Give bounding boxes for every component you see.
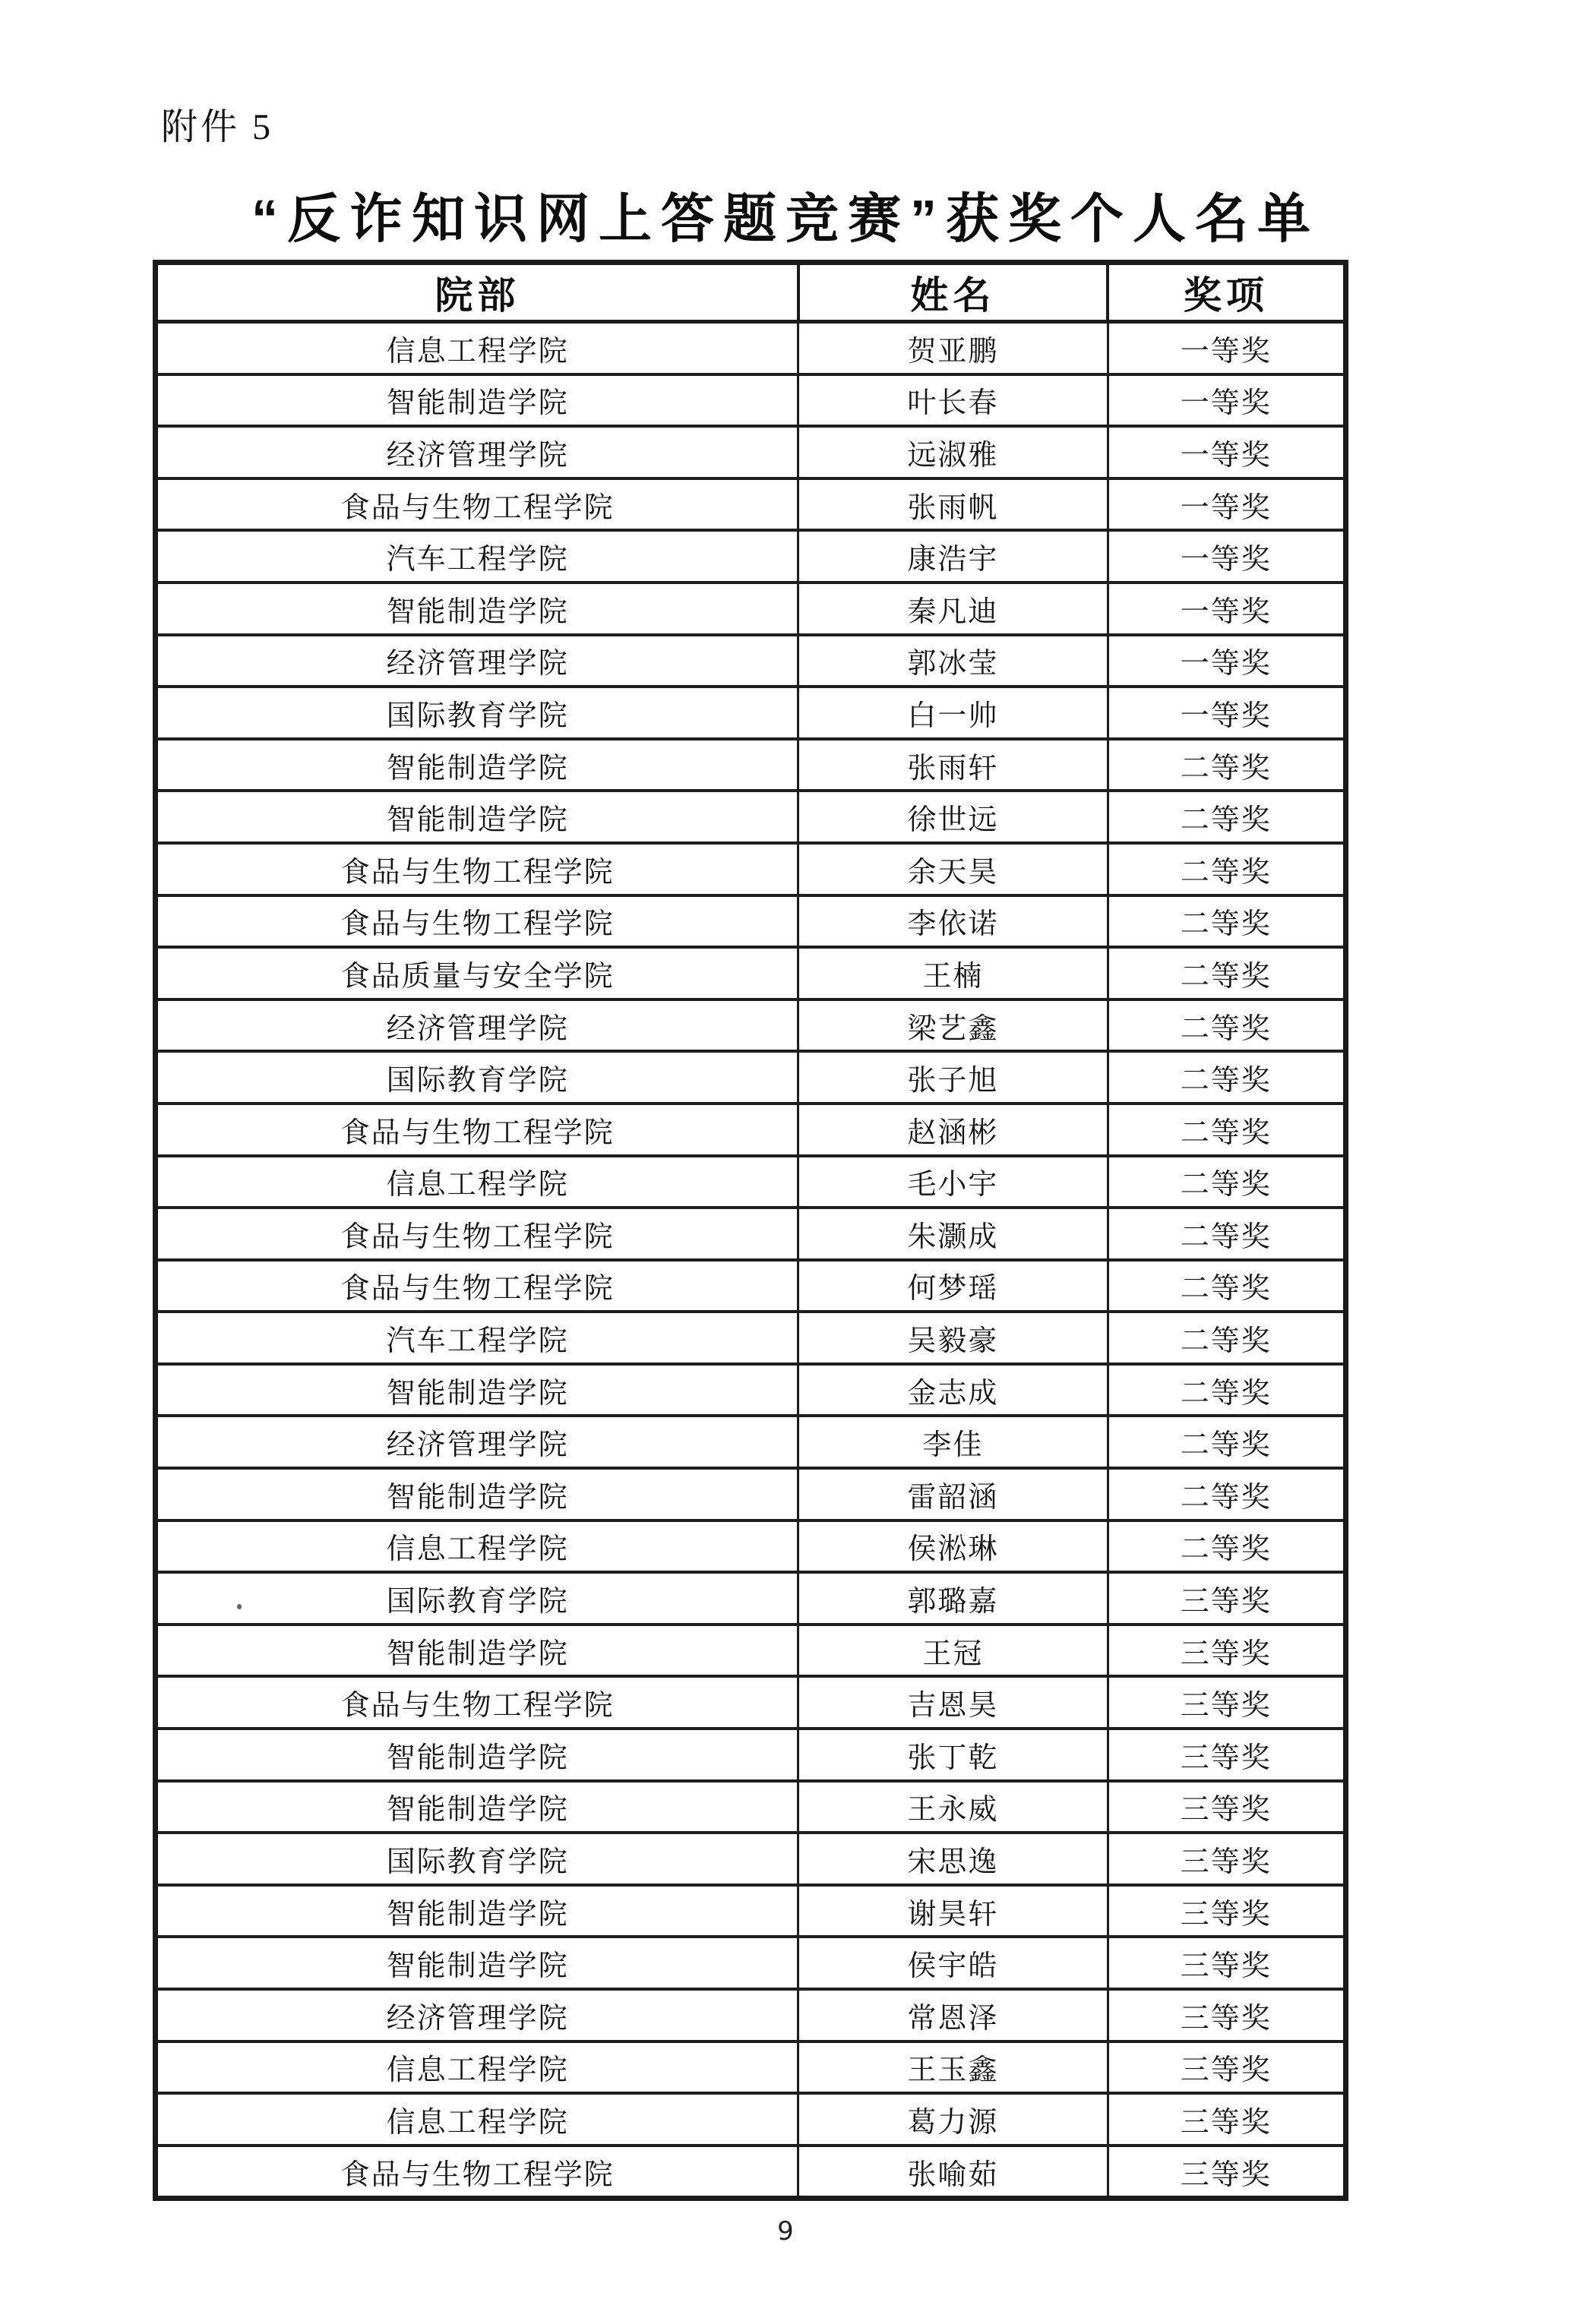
table-row bbox=[156, 843, 1346, 895]
department-cell: 食品与生物工程学院 bbox=[156, 895, 798, 948]
table-row bbox=[156, 478, 1346, 531]
table-row bbox=[156, 1625, 1346, 1677]
award-cell: 一等奖 bbox=[1108, 687, 1345, 739]
department-cell: 经济管理学院 bbox=[156, 635, 798, 687]
name-cell: 张喻茹 bbox=[798, 2146, 1108, 2199]
table-row bbox=[156, 1729, 1346, 1781]
award-cell: 三等奖 bbox=[1108, 1989, 1345, 2041]
table-row bbox=[156, 1989, 1346, 2041]
name-cell: 李依诺 bbox=[798, 895, 1108, 948]
name-cell: 余天昊 bbox=[798, 843, 1108, 895]
award-cell: 三等奖 bbox=[1108, 1729, 1345, 1781]
name-cell: 朱灏成 bbox=[798, 1208, 1108, 1260]
department-cell: 信息工程学院 bbox=[156, 1156, 798, 1208]
award-cell: 二等奖 bbox=[1108, 999, 1345, 1052]
department-cell: 智能制造学院 bbox=[156, 1885, 798, 1937]
name-cell: 张雨轩 bbox=[798, 739, 1108, 791]
col-header-department: 院部 bbox=[156, 263, 798, 322]
award-cell: 二等奖 bbox=[1108, 1416, 1345, 1468]
name-cell: 白一帅 bbox=[798, 687, 1108, 739]
page-title: “反诈知识网上答题竞赛”获奖个人名单 bbox=[251, 189, 1320, 248]
table-row bbox=[156, 1312, 1346, 1364]
table-row bbox=[156, 1468, 1346, 1520]
col-header-name: 姓名 bbox=[798, 263, 1108, 322]
table-row bbox=[156, 1156, 1346, 1208]
department-cell: 食品与生物工程学院 bbox=[156, 843, 798, 895]
name-cell: 吴毅豪 bbox=[798, 1312, 1108, 1364]
department-cell: 信息工程学院 bbox=[156, 2093, 798, 2146]
department-cell: 经济管理学院 bbox=[156, 1416, 798, 1468]
department-cell: 智能制造学院 bbox=[156, 791, 798, 843]
table-row bbox=[156, 1364, 1346, 1416]
department-cell: 经济管理学院 bbox=[156, 999, 798, 1052]
page-number: 9 bbox=[777, 2216, 794, 2247]
award-cell: 二等奖 bbox=[1108, 1156, 1345, 1208]
department-cell: 食品质量与安全学院 bbox=[156, 947, 798, 999]
department-cell: 智能制造学院 bbox=[156, 1729, 798, 1781]
name-cell: 远淑雅 bbox=[798, 426, 1108, 478]
table-row bbox=[156, 530, 1346, 583]
table-row bbox=[156, 2093, 1346, 2146]
table-row bbox=[156, 1104, 1346, 1156]
name-cell: 郭璐嘉 bbox=[798, 1572, 1108, 1625]
col-header-award: 奖项 bbox=[1108, 263, 1345, 322]
table-header-row bbox=[156, 263, 1346, 322]
name-cell: 王冠 bbox=[798, 1625, 1108, 1677]
table-row bbox=[156, 322, 1346, 374]
table-row bbox=[156, 739, 1346, 791]
award-cell: 二等奖 bbox=[1108, 791, 1345, 843]
award-cell: 一等奖 bbox=[1108, 426, 1345, 478]
award-cell: 三等奖 bbox=[1108, 1676, 1345, 1729]
name-cell: 秦凡迪 bbox=[798, 583, 1108, 635]
department-cell: 智能制造学院 bbox=[156, 583, 798, 635]
name-cell: 李佳 bbox=[798, 1416, 1108, 1468]
name-cell: 常恩泽 bbox=[798, 1989, 1108, 2041]
table-row bbox=[156, 1937, 1346, 1989]
award-cell: 三等奖 bbox=[1108, 2041, 1345, 2094]
department-cell: 汽车工程学院 bbox=[156, 1312, 798, 1364]
table-row bbox=[156, 999, 1346, 1052]
department-cell: 智能制造学院 bbox=[156, 1625, 798, 1677]
department-cell: 经济管理学院 bbox=[156, 1989, 798, 2041]
department-cell: 智能制造学院 bbox=[156, 374, 798, 427]
name-cell: 金志成 bbox=[798, 1364, 1108, 1416]
award-cell: 一等奖 bbox=[1108, 635, 1345, 687]
award-cell: 二等奖 bbox=[1108, 1312, 1345, 1364]
award-cell: 三等奖 bbox=[1108, 2093, 1345, 2146]
name-cell: 毛小宇 bbox=[798, 1156, 1108, 1208]
award-cell: 二等奖 bbox=[1108, 843, 1345, 895]
name-cell: 侯宇皓 bbox=[798, 1937, 1108, 1989]
department-cell: 智能制造学院 bbox=[156, 1937, 798, 1989]
department-cell: 汽车工程学院 bbox=[156, 530, 798, 583]
award-cell: 一等奖 bbox=[1108, 583, 1345, 635]
award-cell: 二等奖 bbox=[1108, 1468, 1345, 1520]
name-cell: 康浩宇 bbox=[798, 530, 1108, 583]
table-row bbox=[156, 1572, 1346, 1625]
table-row bbox=[156, 635, 1346, 687]
table-row bbox=[156, 583, 1346, 635]
award-cell: 一等奖 bbox=[1108, 478, 1345, 531]
name-cell: 王玉鑫 bbox=[798, 2041, 1108, 2094]
name-cell: 张雨帆 bbox=[798, 478, 1108, 531]
department-cell: 智能制造学院 bbox=[156, 1781, 798, 1833]
name-cell: 宋思逸 bbox=[798, 1833, 1108, 1885]
table-row bbox=[156, 791, 1346, 843]
award-cell: 三等奖 bbox=[1108, 2146, 1345, 2199]
award-cell: 二等奖 bbox=[1108, 947, 1345, 999]
department-cell: 国际教育学院 bbox=[156, 687, 798, 739]
table-row bbox=[156, 1676, 1346, 1729]
department-cell: 经济管理学院 bbox=[156, 426, 798, 478]
award-cell: 一等奖 bbox=[1108, 530, 1345, 583]
table-row bbox=[156, 1885, 1346, 1937]
award-cell: 一等奖 bbox=[1108, 374, 1345, 427]
table-row bbox=[156, 687, 1346, 739]
department-cell: 信息工程学院 bbox=[156, 1520, 798, 1573]
department-cell: 智能制造学院 bbox=[156, 739, 798, 791]
table-row bbox=[156, 1260, 1346, 1312]
table-row bbox=[156, 1781, 1346, 1833]
table-row bbox=[156, 947, 1346, 999]
award-cell: 三等奖 bbox=[1108, 1625, 1345, 1677]
department-cell: 食品与生物工程学院 bbox=[156, 1208, 798, 1260]
award-cell: 三等奖 bbox=[1108, 1937, 1345, 1989]
table-row bbox=[156, 426, 1346, 478]
table-row bbox=[156, 1833, 1346, 1885]
table-row bbox=[156, 2041, 1346, 2094]
table-row bbox=[156, 1520, 1346, 1573]
department-cell: 食品与生物工程学院 bbox=[156, 1260, 798, 1312]
name-cell: 谢昊轩 bbox=[798, 1885, 1108, 1937]
name-cell: 雷韶涵 bbox=[798, 1468, 1108, 1520]
department-cell: 信息工程学院 bbox=[156, 2041, 798, 2094]
name-cell: 梁艺鑫 bbox=[798, 999, 1108, 1052]
department-cell: 食品与生物工程学院 bbox=[156, 2146, 798, 2199]
table-row bbox=[156, 2146, 1346, 2199]
table-row bbox=[156, 1051, 1346, 1104]
name-cell: 叶长春 bbox=[798, 374, 1108, 427]
award-cell: 一等奖 bbox=[1108, 322, 1345, 374]
award-cell: 三等奖 bbox=[1108, 1885, 1345, 1937]
table-row bbox=[156, 1208, 1346, 1260]
name-cell: 侯淞琳 bbox=[798, 1520, 1108, 1573]
award-cell: 二等奖 bbox=[1108, 1051, 1345, 1104]
scan-speckle bbox=[237, 1604, 242, 1609]
department-cell: 食品与生物工程学院 bbox=[156, 478, 798, 531]
award-cell: 二等奖 bbox=[1108, 895, 1345, 948]
department-cell: 食品与生物工程学院 bbox=[156, 1104, 798, 1156]
name-cell: 葛力源 bbox=[798, 2093, 1108, 2146]
department-cell: 信息工程学院 bbox=[156, 322, 798, 374]
name-cell: 吉恩昊 bbox=[798, 1676, 1108, 1729]
department-cell: 智能制造学院 bbox=[156, 1468, 798, 1520]
award-cell: 二等奖 bbox=[1108, 1208, 1345, 1260]
award-cell: 三等奖 bbox=[1108, 1572, 1345, 1625]
awards-table bbox=[153, 260, 1348, 2201]
table-row bbox=[156, 374, 1346, 427]
award-cell: 三等奖 bbox=[1108, 1781, 1345, 1833]
name-cell: 徐世远 bbox=[798, 791, 1108, 843]
name-cell: 贺亚鹏 bbox=[798, 322, 1108, 374]
department-cell: 国际教育学院 bbox=[156, 1051, 798, 1104]
name-cell: 王楠 bbox=[798, 947, 1108, 999]
table-row bbox=[156, 1416, 1346, 1468]
award-cell: 二等奖 bbox=[1108, 1364, 1345, 1416]
department-cell: 智能制造学院 bbox=[156, 1364, 798, 1416]
award-cell: 三等奖 bbox=[1108, 1833, 1345, 1885]
award-cell: 二等奖 bbox=[1108, 1104, 1345, 1156]
award-cell: 二等奖 bbox=[1108, 1260, 1345, 1312]
award-cell: 二等奖 bbox=[1108, 1520, 1345, 1573]
name-cell: 赵涵彬 bbox=[798, 1104, 1108, 1156]
award-cell: 二等奖 bbox=[1108, 739, 1345, 791]
attachment-label: 附件 5 bbox=[161, 107, 274, 147]
department-cell: 食品与生物工程学院 bbox=[156, 1676, 798, 1729]
name-cell: 张子旭 bbox=[798, 1051, 1108, 1104]
department-cell: 国际教育学院 bbox=[156, 1833, 798, 1885]
name-cell: 郭冰莹 bbox=[798, 635, 1108, 687]
name-cell: 何梦瑶 bbox=[798, 1260, 1108, 1312]
table-row bbox=[156, 895, 1346, 948]
name-cell: 张丁乾 bbox=[798, 1729, 1108, 1781]
name-cell: 王永威 bbox=[798, 1781, 1108, 1833]
department-cell: 国际教育学院 bbox=[156, 1572, 798, 1625]
